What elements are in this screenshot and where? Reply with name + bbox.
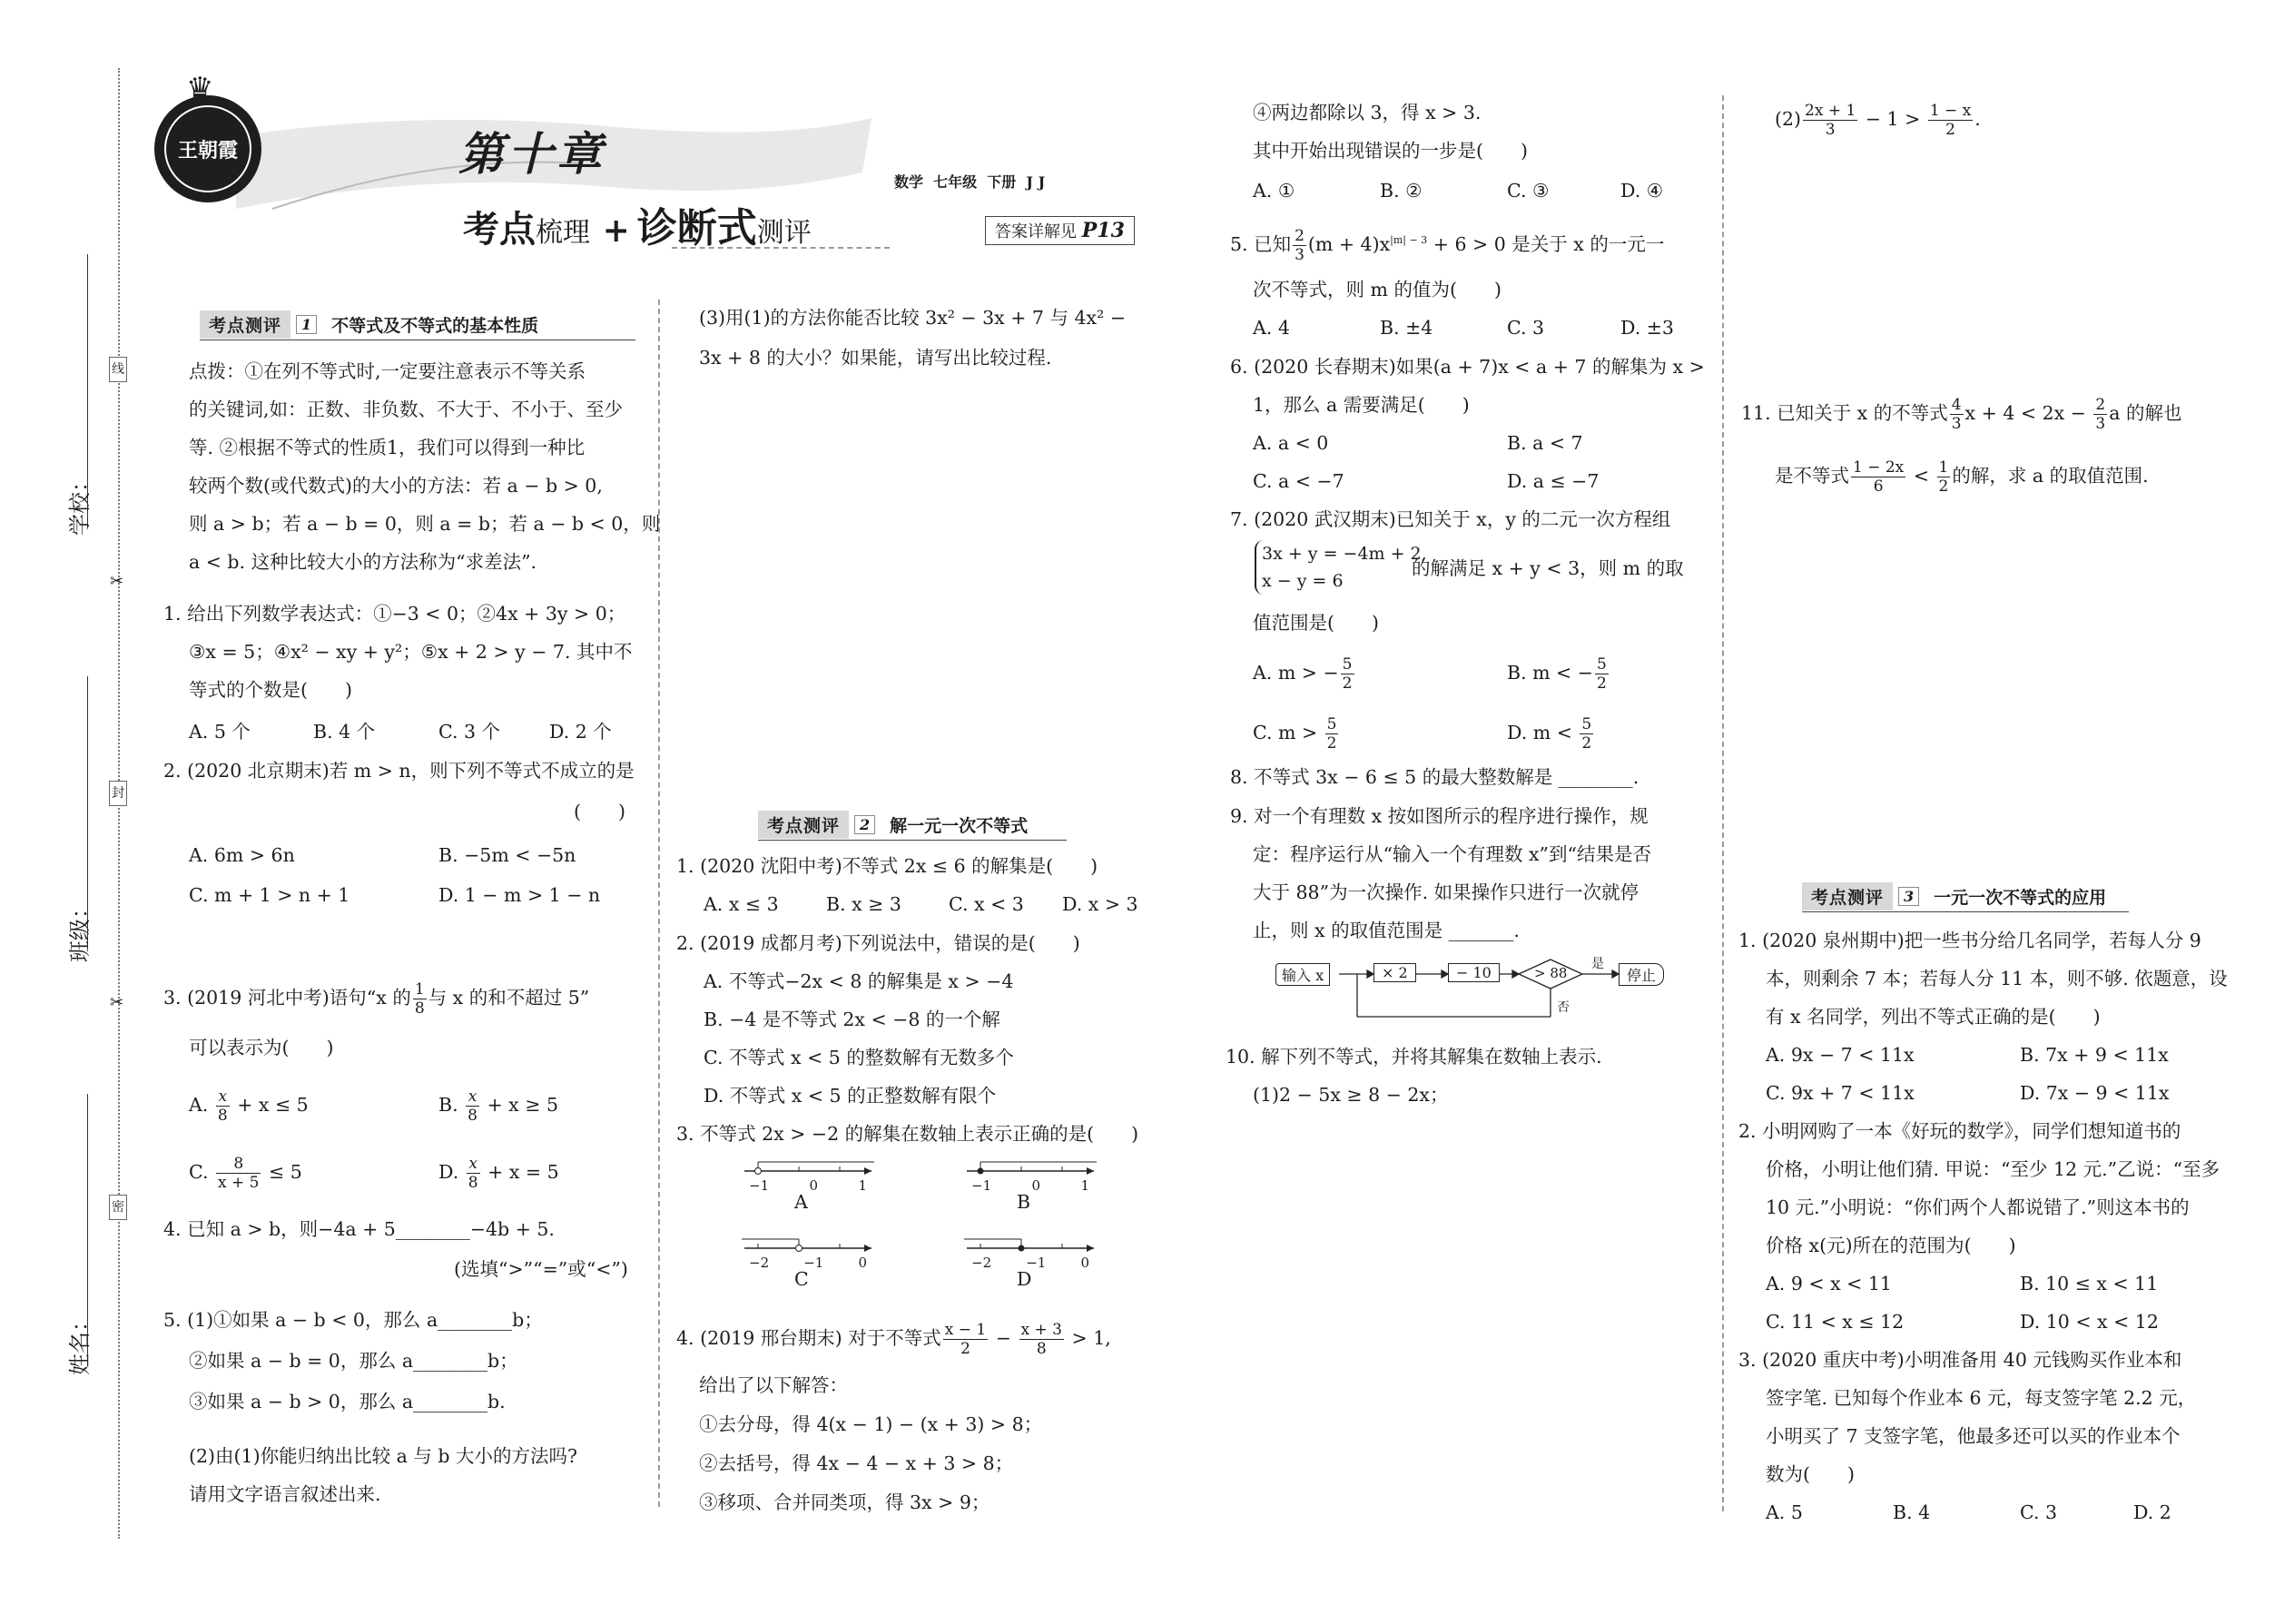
option: D. a ≤ −7 [1507, 470, 1600, 492]
option: C. $\frac{8}{x + 5}$ ≤ 5 [189, 1155, 302, 1192]
option: B. 4 个 [313, 721, 376, 743]
question-text: 1，那么 a 需要满足( ) [1253, 394, 1470, 416]
tip-line: 则 a > b；若 a − b = 0，则 a = b；若 a − b < 0，则 [189, 513, 661, 535]
question-text: 定：程序运行从“输入一个有理数 x”到“结果是否 [1253, 843, 1652, 865]
option: D. $\frac{x}{8}$ + x = 5 [438, 1155, 559, 1192]
option: C. a < −7 [1253, 470, 1344, 492]
option: A. 5 个 [189, 721, 251, 743]
question-text: 1. (2020 沈阳中考)不等式 2x ≤ 6 的解集是( ) [676, 855, 1098, 877]
section-1-header [200, 310, 538, 339]
question-text: 其中开始出现错误的一步是( ) [1253, 140, 1528, 162]
question-text: 等式的个数是( ) [189, 679, 352, 701]
section-title: 不等式及不等式的基本性质 [331, 316, 539, 336]
question-text: ③如果 a − b > 0，那么 a________b. [189, 1391, 506, 1412]
option: A. 不等式−2x < 8 的解集是 x > −4 [704, 970, 1014, 992]
question-text: (1)2 − 5x ≥ 8 − 2x； [1253, 1084, 1449, 1106]
question-text: 的解满足 x + y < 3，则 m 的取 [1412, 557, 1684, 579]
question-text: 6. (2020 长春期末)如果(a + 7)x < a + 7 的解集为 x > [1230, 356, 1705, 378]
question-text: ( ) [574, 801, 625, 822]
question-text: 签字笔. 已知每个作业本 6 元，每支签字笔 2.2 元， [1766, 1387, 2197, 1409]
question-text: 3x + 8 的大小？如果能，请写出比较过程. [699, 347, 1052, 369]
question-text: 3. (2020 重庆中考)小明准备用 40 元钱购买作业本和 [1738, 1349, 2182, 1371]
scissors-icon: ✂ [110, 993, 124, 1012]
tick-label: −2 [749, 1255, 770, 1271]
option: C. 9x + 7 < 11x [1766, 1082, 1915, 1104]
question-text: 3. 不等式 2x > −2 的解集在数轴上表示正确的是( ) [676, 1123, 1139, 1145]
option-label: C [794, 1268, 809, 1290]
logo-text: 王朝霞 [164, 105, 251, 192]
header-dash-line [672, 247, 890, 249]
option: A. 9 < x < 11 [1766, 1273, 1892, 1294]
option: A. $\frac{x}{8}$ + x ≤ 5 [189, 1088, 309, 1125]
flow-stop-box: 停止 [1619, 963, 1664, 986]
option: C. 3 [2020, 1501, 2058, 1523]
fraction: $\frac{1}{8}$ [414, 980, 425, 1018]
option: A. a < 0 [1253, 432, 1329, 454]
question-text: 2. (2019 成都月考)下列说法中，错误的是( ) [676, 932, 1080, 954]
tick-label: −2 [971, 1255, 992, 1271]
question-text: ③移项、合并同类项，得 3x > 9； [699, 1491, 990, 1513]
question-text [163, 980, 589, 1018]
seal-mark-2: 封 [109, 781, 127, 806]
question-hint: (选填“>”“=”或“<”) [454, 1258, 628, 1280]
header-subtitle [463, 195, 812, 253]
question-text: 2. 小明网购了一本《好玩的数学》，同学们想知道书的 [1738, 1120, 2181, 1142]
question-text: 9. 对一个有理数 x 按如图所示的程序进行操作，规 [1230, 805, 1649, 827]
seal-mark-1: 线 [109, 357, 127, 382]
tick-label: −1 [971, 1177, 992, 1194]
answer-ref-page: P13 [1081, 219, 1125, 242]
option: B. a < 7 [1507, 432, 1583, 454]
question-text: (3)用(1)的方法你能否比较 3x² − 3x + 7 与 4x² − [699, 307, 1127, 329]
question-text: 4. 已知 a > b，则−4a + 5________−4b + 5. [163, 1218, 555, 1240]
tick-label: 1 [1080, 1177, 1089, 1194]
section-title: 解一元一次不等式 [890, 816, 1029, 836]
tick-label: 0 [858, 1255, 867, 1271]
tick-label: −1 [803, 1255, 824, 1271]
option: A. ① [1253, 180, 1295, 202]
tick-label: −1 [749, 1177, 770, 1194]
option: A. m > − $\frac{5}{2}$ [1253, 655, 1353, 693]
option: C. x < 3 [949, 893, 1024, 915]
scissors-icon: ✂ [110, 572, 124, 591]
question-text: 有 x 名同学，列出不等式正确的是( ) [1766, 1006, 2101, 1028]
question-text: 1. 给出下列数学表达式：①−3 < 0；②4x + 3y > 0； [163, 603, 626, 625]
tip-line: a < b. 这种比较大小的方法称为“求差法”. [189, 551, 537, 573]
subtitle-b: 梳理 [536, 217, 590, 249]
option: D. 10 < x < 12 [2020, 1311, 2159, 1333]
chapter-title: 第十章 [458, 127, 605, 181]
option: A. 4 [1253, 317, 1290, 339]
option: D. x > 3 [1062, 893, 1138, 915]
question-text: 价格，小明让他们猜. 甲说：“至少 12 元.”乙说：“至多 [1766, 1158, 2220, 1180]
question-text: ①去分母，得 4(x − 1) − (x + 3) > 8； [699, 1413, 1043, 1435]
question-text: 本，则剩余 7 本；若每人分 11 本，则不够. 依题意，设 [1766, 968, 2228, 989]
divider-1 [658, 300, 660, 1507]
question-text: 8. 不等式 3x − 6 ≤ 5 的最大整数解是 ________. [1230, 766, 1639, 788]
tick-label: 1 [858, 1177, 867, 1194]
number-line-a [740, 1157, 876, 1207]
equation-1: 3x + y = −4m + 2, [1262, 544, 1427, 564]
question-text: 5. (1)①如果 a − b < 0，那么 a________b； [163, 1309, 543, 1331]
option-label: A [794, 1191, 808, 1213]
option: B. −5m < −5n [438, 844, 576, 866]
option: B. m < − $\frac{5}{2}$ [1507, 655, 1607, 693]
question-text: 10. 解下列不等式，并将其解集在数轴上表示. [1226, 1046, 1602, 1068]
option: B. ② [1380, 180, 1423, 202]
option-label: B [1017, 1191, 1031, 1213]
question-text: 可以表示为( ) [189, 1037, 334, 1058]
q3-text-b: 与 x 的和不超过 5” [428, 987, 590, 1009]
tip-line: 较两个数(或代数式)的大小的方法：若 a − b > 0, [189, 475, 603, 497]
flowchart [1275, 958, 1702, 1030]
question-text: (2) $\frac{2x + 1}{3}$ − 1 > $\frac{1 - x}{2}$ . [1775, 102, 1981, 139]
option: C. 3 个 [438, 721, 501, 743]
option: C. 不等式 x < 5 的整数解有无数多个 [704, 1047, 1014, 1068]
question-text: 5. 已知 $\frac{2}{3}$ $(m + 4)x^{|m| - 3} + 6 > 0$ 是关于 x 的一元一 [1230, 227, 1665, 264]
option: B. ±4 [1380, 317, 1433, 339]
name-label: 姓名： [67, 1310, 93, 1375]
logo [154, 95, 261, 202]
header-meta: 数学 七年级 下册 J J [894, 173, 1046, 191]
section-tag: 考点测评 [200, 310, 290, 339]
tip-line: 等. ②根据不等式的性质1，我们可以得到一种比 [189, 437, 586, 458]
subtitle-c: 诊断式 [636, 205, 757, 251]
flow-compare-label: > 88 [1534, 965, 1568, 981]
subtitle-plus: + [602, 212, 630, 250]
question-text: 2. (2020 北京期末)若 m > n，则下列不等式不成立的是 [163, 760, 635, 782]
section-2-underline [758, 840, 1067, 841]
tick-label: −1 [1026, 1255, 1047, 1271]
option: B. 4 [1893, 1501, 1931, 1523]
question-text: 给出了以下解答： [699, 1374, 848, 1396]
section-num: 2 [854, 815, 875, 834]
question-text: 小明买了 7 支签字笔，他最多还可以买的作业本个 [1766, 1425, 2181, 1447]
question-text: (2)由(1)你能归纳出比较 a 与 b 大小的方法吗? [189, 1445, 577, 1467]
question-text: ②如果 a − b = 0，那么 a________b； [189, 1350, 518, 1372]
flow-no-label: 否 [1557, 1000, 1570, 1015]
option: D. m < $\frac{5}{2}$ [1507, 715, 1592, 753]
option-label: D [1017, 1268, 1032, 1290]
section-num: 1 [296, 315, 317, 334]
question-text: 请用文字语言叙述出来. [189, 1483, 381, 1505]
question-text: 1. (2020 泉州期中)把一些书分给几名同学，若每人分 9 [1738, 930, 2201, 951]
option: D. 不等式 x < 5 的正整数解有限个 [704, 1085, 997, 1107]
option: D. 7x − 9 < 11x [2020, 1082, 2170, 1104]
flow-subtract-box: − 10 [1448, 963, 1500, 982]
tick-label: 0 [1031, 1177, 1041, 1194]
section-tag: 考点测评 [1802, 882, 1893, 910]
answer-ref-text: 答案详解见 [995, 222, 1077, 241]
question-text: 10 元.”小明说：“你们两个人都说错了.”则这本书的 [1766, 1196, 2190, 1218]
school-label: 学校： [67, 470, 93, 536]
subtitle-a: 考点 [463, 208, 536, 251]
option: B. 10 ≤ x < 11 [2020, 1273, 2159, 1294]
flow-input-box: 输入 x [1275, 963, 1330, 986]
option: B. x ≥ 3 [826, 893, 901, 915]
option: D. 2 个 [549, 721, 612, 743]
question-text: ④两边都除以 3，得 x > 3. [1253, 102, 1482, 123]
equation-system [1255, 540, 1427, 595]
section-title: 一元一次不等式的应用 [1934, 888, 2107, 908]
question-text: 大于 88”为一次操作. 如果操作只进行一次就停 [1253, 881, 1639, 903]
class-label: 班级： [67, 897, 93, 962]
section-3-underline [1802, 911, 2129, 912]
option: D. 2 [2133, 1501, 2171, 1523]
option: C. m > $\frac{5}{2}$ [1253, 715, 1337, 753]
option: B. 7x + 9 < 11x [2020, 1044, 2169, 1066]
section-3-header [1802, 882, 2106, 910]
question-text: 数为( ) [1766, 1463, 1855, 1485]
question-text: 是不等式 $\frac{1 - 2x}{6}$ < $\frac{1}{2}$ 的解，求 a 的取值范围. [1775, 458, 2149, 496]
option: D. ④ [1620, 180, 1664, 202]
option: A. x ≤ 3 [704, 893, 779, 915]
tick-label: 0 [1080, 1255, 1089, 1271]
option: B. $\frac{x}{8}$ + x ≥ 5 [438, 1088, 558, 1125]
subtitle-d: 测评 [756, 217, 812, 249]
option: D. 1 − m > 1 − n [438, 884, 601, 906]
section-2-header [758, 811, 1028, 839]
option: A. 9x − 7 < 11x [1766, 1044, 1915, 1066]
question-text: 值范围是( ) [1253, 612, 1379, 634]
question-text: 4. (2019 邢台期末) 对于不等式 $\frac{x - 1}{2}$ − $\frac{x + 3}{8}$ > 1, [676, 1321, 1111, 1358]
option: A. 6m > 6n [189, 844, 295, 866]
option: C. ③ [1507, 180, 1550, 202]
tick-label: 0 [809, 1177, 819, 1194]
question-text: ③x = 5；④x² − xy + y²；⑤x + 2 > y − 7. 其中不 [189, 641, 633, 663]
option: D. ±3 [1620, 317, 1674, 339]
seal-mark-3: 密 [109, 1195, 127, 1220]
option: B. −4 是不等式 2x < −8 的一个解 [704, 1009, 1000, 1030]
option: A. 5 [1766, 1501, 1803, 1523]
tip-line: 点拨：①在列不等式时,一定要注意表示不等关系 [189, 360, 586, 382]
flow-yes-label: 是 [1591, 957, 1604, 971]
question-text: 7. (2020 武汉期末)已知关于 x，y 的二元一次方程组 [1230, 508, 1671, 530]
answer-ref [985, 216, 1135, 245]
option: C. 11 < x ≤ 12 [1766, 1311, 1905, 1333]
question-text: 止，则 x 的取值范围是 _______. [1253, 920, 1520, 941]
question-text: 价格 x(元)所在的范围为( ) [1766, 1235, 2016, 1256]
crown-icon: ♛ [186, 71, 214, 107]
question-text: 次不等式，则 m 的值为( ) [1253, 279, 1501, 300]
equation-2: x − y = 6 [1262, 571, 1344, 591]
question-text: ②去括号，得 4x − 4 − x + 3 > 8； [699, 1452, 1014, 1474]
option: C. m + 1 > n + 1 [189, 884, 350, 906]
question-text: 11. 已知关于 x 的不等式 $\frac{4}{3}$ x + 4 < 2x − $\frac{2}{3}$ a 的解也 [1741, 396, 2182, 433]
tip-line: 的关键词,如：正数、非负数、不大于、不小于、至少 [189, 399, 624, 420]
option: C. 3 [1507, 317, 1545, 339]
divider-2 [1722, 95, 1724, 1511]
section-tag: 考点测评 [758, 811, 849, 839]
section-num: 3 [1898, 887, 1919, 906]
flow-multiply-box: × 2 [1373, 963, 1416, 982]
q3-text-a: 3. (2019 河北中考)语句“x 的 [163, 987, 411, 1009]
